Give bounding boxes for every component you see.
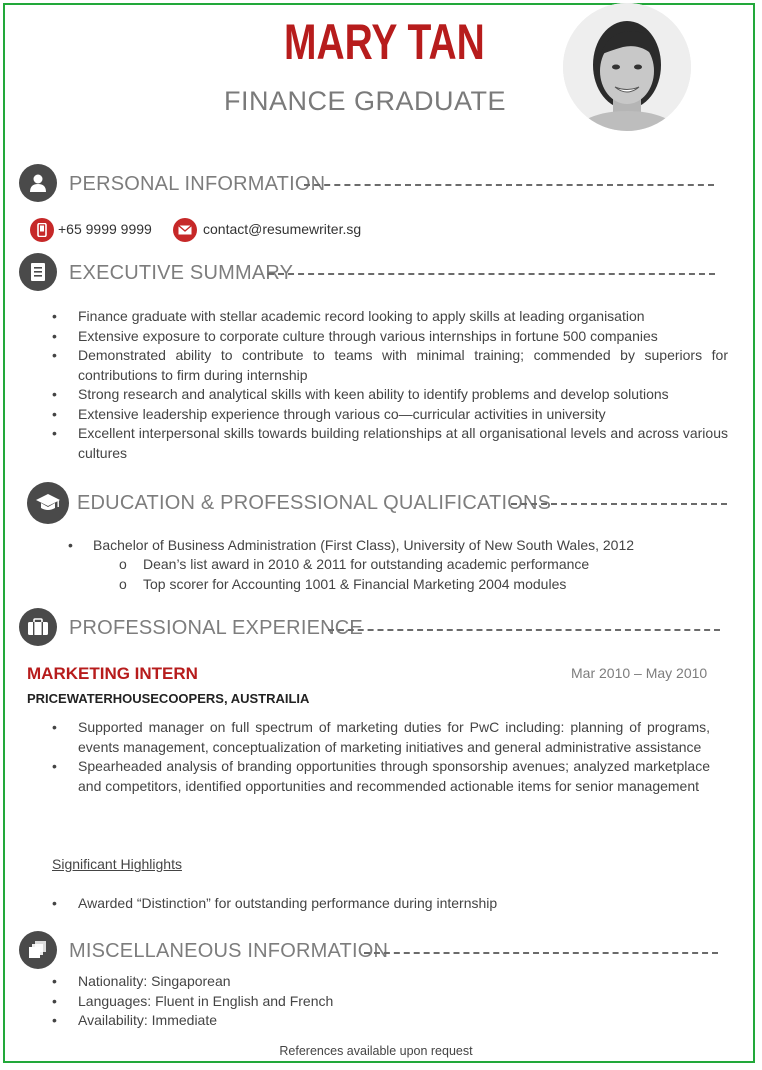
company-name: PRICEWATERHOUSECOOPERS, AUSTRAILIA bbox=[27, 691, 310, 706]
email-address[interactable]: contact@resumewriter.sg bbox=[203, 221, 362, 237]
person-icon bbox=[19, 164, 57, 202]
highlights-heading: Significant Highlights bbox=[52, 856, 182, 872]
list-item: • Finance graduate with stellar academic record looking to apply skills at leading organisation bbox=[52, 307, 728, 327]
list-item: • Nationality: Singaporean bbox=[52, 972, 710, 992]
section-title-personal: PERSONAL INFORMATION bbox=[69, 173, 326, 195]
summary-list bbox=[52, 307, 728, 463]
section-title-experience: PROFESSIONAL EXPERIENCE bbox=[69, 617, 363, 639]
section-divider bbox=[304, 184, 714, 186]
list-item: • Extensive exposure to corporate culture through various internships in fortune 500 companies bbox=[52, 327, 728, 347]
education-details bbox=[119, 555, 589, 594]
email-icon bbox=[173, 218, 197, 242]
misc-list bbox=[52, 972, 710, 1031]
phone-icon bbox=[30, 218, 54, 242]
briefcase-icon bbox=[19, 608, 57, 646]
document-icon bbox=[19, 253, 57, 291]
job-dates: Mar 2010 – May 2010 bbox=[571, 665, 708, 681]
section-divider bbox=[364, 952, 718, 954]
list-item: • Extensive leadership experience through various co—curricular activities in university bbox=[52, 405, 728, 425]
phone-number[interactable]: +65 9999 9999 bbox=[58, 221, 152, 237]
list-item: • Strong research and analytical skills with keen ability to identify problems and develop solutions bbox=[52, 385, 728, 405]
education-list bbox=[68, 536, 728, 556]
list-item: • Spearheaded analysis of branding opportunities through sponsorship avenues; analyzed marketplace and competitors, identified opportunities and recommended actionable items for senior management bbox=[52, 757, 710, 796]
section-divider bbox=[268, 273, 715, 275]
list-item: o Top scorer for Accounting 1001 & Financial Marketing 2004 modules bbox=[119, 575, 589, 595]
list-item: • Availability: Immediate bbox=[52, 1011, 710, 1031]
candidate-name: MARY TAN bbox=[284, 14, 485, 70]
section-title-misc: MISCELLANEOUS INFORMATION bbox=[69, 940, 389, 962]
section-title-summary: EXECUTIVE SUMMARY bbox=[69, 262, 294, 284]
section-divider bbox=[328, 629, 720, 631]
duties-list bbox=[52, 718, 710, 796]
job-role: MARKETING INTERN bbox=[27, 664, 198, 683]
degree: • Bachelor of Business Administration (First Class), University of New South Wales, 2012 bbox=[68, 536, 728, 556]
graduation-cap-icon bbox=[27, 482, 69, 524]
list-item: o Dean’s list award in 2010 & 2011 for outstanding academic performance bbox=[119, 555, 589, 575]
list-item: • Supported manager on full spectrum of marketing duties for PwC including: planning of programs, events management, conceptualization of marketing initiatives and general administrative assistance bbox=[52, 718, 710, 757]
profile-photo bbox=[563, 3, 691, 131]
list-item: • Awarded “Distinction” for outstanding performance during internship bbox=[52, 894, 710, 914]
stack-icon bbox=[19, 931, 57, 969]
highlights-list bbox=[52, 894, 710, 914]
section-divider bbox=[511, 503, 727, 505]
list-item: • Languages: Fluent in English and French bbox=[52, 992, 710, 1012]
section-title-education: EDUCATION & PROFESSIONAL QUALIFICATIONS bbox=[77, 492, 552, 514]
list-item: • Demonstrated ability to contribute to teams with minimal training; commended by superiors for contributions to firm during internship bbox=[52, 346, 728, 385]
candidate-title: FINANCE GRADUATE bbox=[223, 86, 507, 116]
list-item: • Excellent interpersonal skills towards building relationships at all organisational levels and across various cultures bbox=[52, 424, 728, 463]
references-note: References available upon request bbox=[279, 1044, 473, 1058]
